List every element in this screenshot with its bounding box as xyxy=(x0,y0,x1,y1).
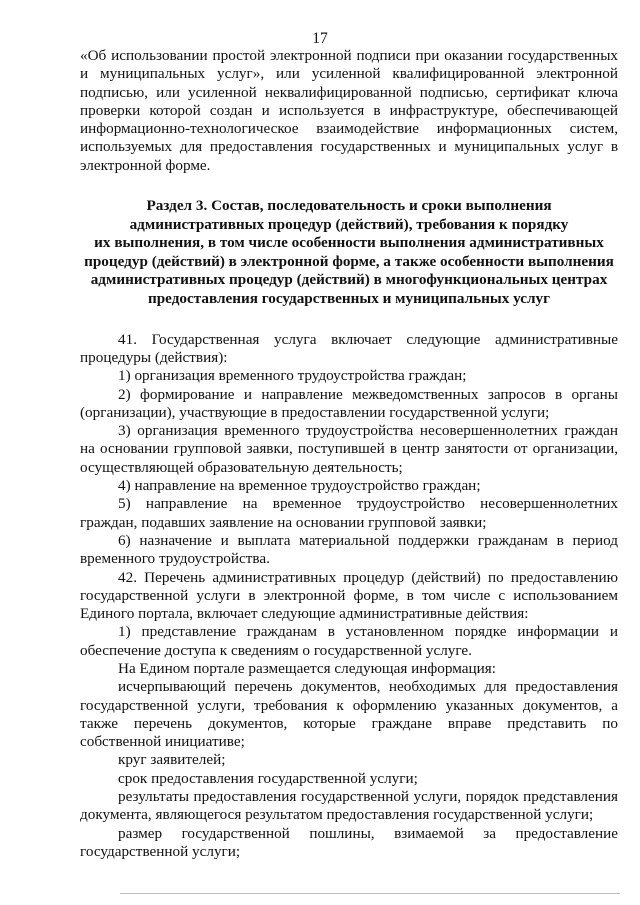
list-item: результаты предоставления государственной услуги, порядок представления документа, являющегося результатом предоставления государственной услуги; xyxy=(80,788,618,824)
section-heading-line: административных процедур (действий) в многофункциональных центрах xyxy=(90,271,608,289)
list-item: 4) направление на временное трудоустройство граждан; xyxy=(118,477,481,495)
list-item: круг заявителей; xyxy=(118,751,226,769)
section-heading-line: предоставления государственных и муниципальных услуг xyxy=(147,290,551,308)
paragraph-41: 41. Государственная услуга включает следующие административные процедуры (действия): xyxy=(80,330,618,366)
paragraph-42: 42. Перечень административных процедур (действий) по предоставлению государственной услуги в электронной форме, в том числе с использованием Единого портала, включает следующие административные действия: xyxy=(80,568,618,623)
section-heading-line: административных процедур (действий), требования к порядку xyxy=(129,215,569,233)
list-item: 2) формирование и направление межведомственных запросов в органы (организации), участвующие в предоставлении государственной услуги; xyxy=(80,385,618,421)
list-item: 1) организация временного трудоустройства граждан; xyxy=(118,367,467,385)
paragraph: На Едином портале размещается следующая информация: xyxy=(118,659,496,677)
page-number: 17 xyxy=(312,30,328,47)
list-item: 1) представление гражданам в установленном порядке информации и обеспечение доступа к сведениям о государственной услуге. xyxy=(80,623,618,659)
section-heading xyxy=(80,197,618,309)
section-heading-line: процедур (действий) в электронной форме, а также особенности выполнения xyxy=(84,252,614,270)
list-item: 5) направление на временное трудоустройство несовершеннолетних граждан, подавших заявление на основании групповой заявки; xyxy=(80,495,618,531)
list-item: срок предоставления государственной услуги; xyxy=(118,769,418,787)
document-body xyxy=(80,47,618,861)
list-item: 6) назначение и выплата материальной поддержки гражданам в период временного трудоустройства. xyxy=(80,531,618,568)
list-item: размер государственной пошлины, взимаемой за предоставление государственной услуги; xyxy=(80,824,618,860)
intro-paragraph: «Об использовании простой электронной подписи при оказании государственных и муниципальных услуг», или усиленной квалифицированной электронной подписью, или усиленной неквалифицированной подписью, сертификат ключа проверки которой создан и используется в инфраструктуре, обеспечивающей информационно-технологическое взаимодействие информационных систем, используемых для предоставления государственных и муниципальных услуг в электронной форме. xyxy=(80,47,618,174)
list-item: 3) организация временного трудоустройства несовершеннолетних граждан на основании групповой заявки, поступившей в центр занятости от организации, осуществляющей образовательную деятельность; xyxy=(80,422,618,476)
list-item: исчерпывающий перечень документов, необходимых для предоставления государственной услуги, требования к оформлению указанных документов, а также перечень документов, которые граждане вправе представить по собственной инициативе; xyxy=(80,678,618,751)
section-heading-line: Раздел 3. Состав, последовательность и сроки выполнения xyxy=(146,197,552,215)
page-bottom-divider xyxy=(120,893,620,894)
section-heading-line: их выполнения, в том числе особенности выполнения административных xyxy=(94,234,604,252)
